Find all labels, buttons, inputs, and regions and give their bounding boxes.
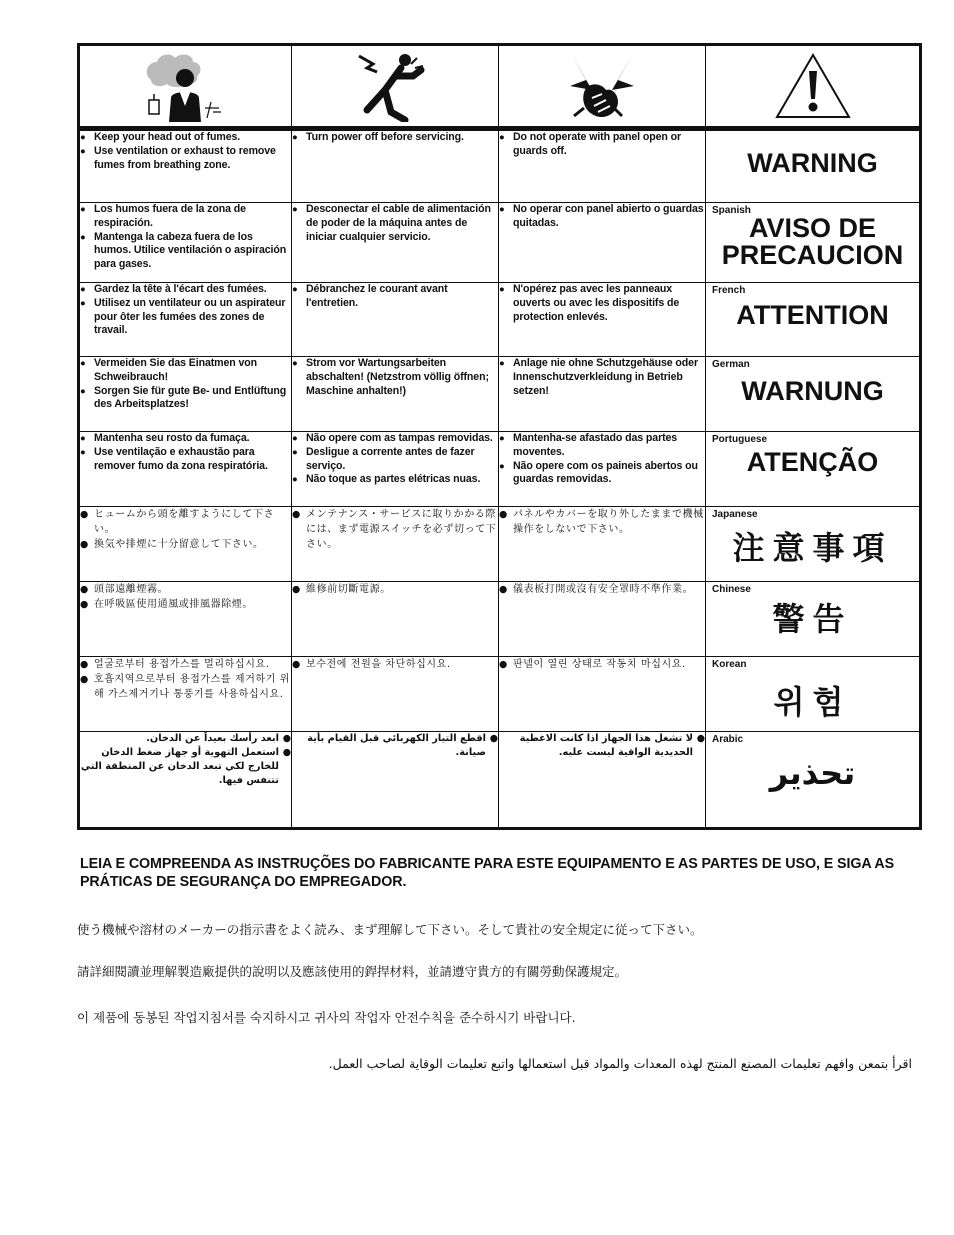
signal-word: 위험 <box>773 683 852 721</box>
language-label: Korean <box>712 659 747 670</box>
instruction-item: ● Não toque as partes elétricas nuas. <box>292 473 498 487</box>
language-row <box>79 657 921 732</box>
warning-triangle-icon-cell <box>706 45 921 129</box>
signal-word-cell <box>706 582 921 657</box>
fumes-instructions <box>79 357 292 432</box>
signal-word: 注意事項 <box>732 529 893 567</box>
instruction-item: ● Do not operate with panel open or guards off. <box>499 131 705 159</box>
instruction-item: ● ابعد رأسك بعيداً عن الدخان. <box>80 732 291 746</box>
icon-row <box>79 45 921 129</box>
moving-parts-icon-cell <box>499 45 706 129</box>
instruction-item: ● 얼굴로부터 용접가스를 멀리하십시요. <box>80 657 291 672</box>
language-label: French <box>712 285 746 296</box>
footer-japanese: 使う機械や溶材のメーカーの指示書をよく読み、まず理解して下さい。そして貴社の安全規定に従って下さい。 <box>77 922 703 937</box>
language-label: Arabic <box>712 734 744 745</box>
language-row <box>79 203 921 283</box>
language-row <box>79 582 921 657</box>
signal-word: WARNUNG <box>741 376 884 406</box>
signal-word: تحذير <box>769 754 856 792</box>
shock-instructions <box>292 582 499 657</box>
instruction-item: ● استعمل التهوية أو جهاز ضغط الدخان للخارج لكي تبعد الدخان عن المنطقة التي تتنفس فيها. <box>80 746 291 788</box>
signal-word: ATTENTION <box>736 300 889 330</box>
fumes-instructions <box>79 203 292 283</box>
signal-word-cell <box>706 732 921 829</box>
instruction-item: ● Não opere com as tampas removidas. <box>292 432 498 446</box>
instruction-item: ● Use ventilação e exhaustão para remover fumo da zona respiratória. <box>80 446 291 474</box>
instruction-item: ● ヒュームから頭を離すようにして下さい。 <box>80 507 291 537</box>
instruction-item: ● Mantenha-se afastado das partes moventes. <box>499 432 705 460</box>
fumes-icon <box>141 50 231 122</box>
fumes-instructions <box>79 582 292 657</box>
footer-korean: 이 제품에 동봉된 작업지침서를 숙지하시고 귀사의 작업자 안전수칙을 준수하시기 바랍니다. <box>77 1010 576 1025</box>
shock-instructions <box>292 432 499 507</box>
shock-instructions <box>292 129 499 203</box>
instruction-item: ● 頭部遠離煙霧。 <box>80 582 291 597</box>
language-label: Japanese <box>712 509 758 520</box>
instruction-item: ● No operar con panel abierto o guardas quitadas. <box>499 203 705 231</box>
shock-instructions <box>292 507 499 582</box>
instruction-item: ● Débranchez le courant avant l'entretien. <box>292 283 498 311</box>
fumes-instructions <box>79 283 292 357</box>
signal-word: 警告 <box>772 600 853 638</box>
instruction-item: ● 판넬이 열린 상태로 작동치 마십시요. <box>499 657 705 672</box>
instruction-item: ● 호흡지역으로부터 용접가스를 제거하기 위해 가스제거기나 통풍기를 사용하십시요. <box>80 672 291 702</box>
instruction-item: ● Desligue a corrente antes de fazer serviço. <box>292 446 498 474</box>
language-label: German <box>712 359 750 370</box>
footer-chinese: 請詳細閱讀並理解製造廠提供的說明以及應該使用的銲捍材料，並請遵守貴方的有關勞動保護規定。 <box>77 964 628 979</box>
signal-word-cell <box>706 657 921 732</box>
warning-triangle-icon <box>773 51 853 121</box>
warning-table <box>77 43 922 830</box>
shock-instructions <box>292 732 499 829</box>
shock-instructions <box>292 283 499 357</box>
language-label: Chinese <box>712 584 751 595</box>
instruction-item: ● N'opérez pas avec les panneaux ouverts ou avec les dispositifs de protection enlevés. <box>499 283 705 324</box>
signal-word-cell <box>706 357 921 432</box>
moving-parts-instructions <box>499 432 706 507</box>
signal-word-cell <box>706 283 921 357</box>
instruction-item: ● Use ventilation or exhaust to remove fumes from breathing zone. <box>80 145 291 173</box>
fumes-icon-cell <box>79 45 292 129</box>
moving-parts-instructions <box>499 203 706 283</box>
instruction-item: ● 維修前切斷電源。 <box>292 582 498 597</box>
instruction-item: ● Mantenha seu rosto da fumaça. <box>80 432 291 446</box>
language-row <box>79 283 921 357</box>
language-row <box>79 432 921 507</box>
language-label: Spanish <box>712 205 751 216</box>
moving-parts-instructions <box>499 129 706 203</box>
moving-parts-instructions <box>499 507 706 582</box>
instruction-item: ● Não opere com os paineis abertos ou guardas removidas. <box>499 460 705 488</box>
instruction-item: ● 儀表板打開或沒有安全罩時不準作業。 <box>499 582 705 597</box>
footer-arabic: اقرأ بتمعن وافهم تعليمات المصنع المنتج لهذه المعدات والمواد قبل استعمالها واتبع تعليمات الوقاية لصاحب العمل. <box>328 1056 912 1071</box>
signal-word-cell <box>706 432 921 507</box>
instruction-item: ● メンテナンス・サービスに取りかかる際には、まず電源スイッチを必ず切って下さい。 <box>292 507 498 552</box>
signal-word: ATENÇÃO <box>746 447 879 477</box>
signal-word-cell <box>706 203 921 283</box>
electric-shock-icon <box>355 50 435 122</box>
instruction-item: ● Vermeiden Sie das Einatmen von Schweibrauch! <box>80 357 291 385</box>
instruction-item: ● Anlage nie ohne Schutzgehäuse oder Innenschutzverkleidung in Betrieb setzen! <box>499 357 705 398</box>
signal-word-cell <box>706 507 921 582</box>
instruction-item: ● パネルやカバーを取り外したままで機械操作をしないで下さい。 <box>499 507 705 537</box>
moving-parts-icon <box>562 50 642 122</box>
instruction-item: ● Utilisez un ventilateur ou un aspirateur pour ôter les fumées des zones de travail. <box>80 297 291 338</box>
shock-instructions <box>292 203 499 283</box>
shock-instructions <box>292 357 499 432</box>
language-row <box>79 732 921 829</box>
instruction-item: ● Keep your head out of fumes. <box>80 131 291 145</box>
fumes-instructions <box>79 507 292 582</box>
language-label: Portuguese <box>712 434 768 445</box>
language-row <box>79 507 921 582</box>
instruction-item: ● اقطع التيار الكهربائي قبل القيام بأية صيانة. <box>292 732 498 760</box>
fumes-instructions <box>79 432 292 507</box>
instruction-item: ● Sorgen Sie für gute Be- und Entlüftung des Arbeitsplatzes! <box>80 385 291 413</box>
moving-parts-instructions <box>499 657 706 732</box>
instruction-item: ● 換気や排煙に十分留意して下さい。 <box>80 537 291 552</box>
instruction-item: ● Strom vor Wartungsarbeiten abschalten! (Netzstrom völlig öffnen; Maschine anhalten!) <box>292 357 498 398</box>
instruction-item: ● لا تشغل هذا الجهاز اذا كانت الاغطية الحديدية الواقية ليست عليه. <box>499 732 705 760</box>
signal-word: AVISO DE PRECAUCION <box>721 213 904 270</box>
moving-parts-instructions <box>499 732 706 829</box>
instruction-item: ● Mantenga la cabeza fuera de los humos. Utilice ventilación o aspiración para gases. <box>80 231 291 272</box>
language-row <box>79 357 921 432</box>
moving-parts-instructions <box>499 357 706 432</box>
fumes-instructions <box>79 129 292 203</box>
footer-portuguese: LEIA E COMPREENDA AS INSTRUÇÕES DO FABRICANTE PARA ESTE EQUIPAMENTO E AS PARTES DE USO, E SIGA AS PRÁTICAS DE SEGURANÇA DO EMPREGADOR. <box>80 856 895 890</box>
instruction-item: ● 보수전에 전원을 차단하십시요. <box>292 657 498 672</box>
instruction-item: ● Turn power off before servicing. <box>292 131 498 145</box>
moving-parts-instructions <box>499 582 706 657</box>
instruction-item: ● Los humos fuera de la zona de respiración. <box>80 203 291 231</box>
moving-parts-instructions <box>499 283 706 357</box>
signal-word-cell <box>706 129 921 203</box>
instruction-item: ● 在呼吸區使用通風或排風器除煙。 <box>80 597 291 612</box>
shock-instructions <box>292 657 499 732</box>
signal-word: WARNING <box>747 148 878 178</box>
instruction-item: ● Desconectar el cable de alimentación de poder de la máquina antes de iniciar cualquier servicio. <box>292 203 498 244</box>
instruction-item: ● Gardez la tête à l'écart des fumées. <box>80 283 291 297</box>
fumes-instructions <box>79 732 292 829</box>
language-row <box>79 129 921 203</box>
fumes-instructions <box>79 657 292 732</box>
shock-icon-cell <box>292 45 499 129</box>
